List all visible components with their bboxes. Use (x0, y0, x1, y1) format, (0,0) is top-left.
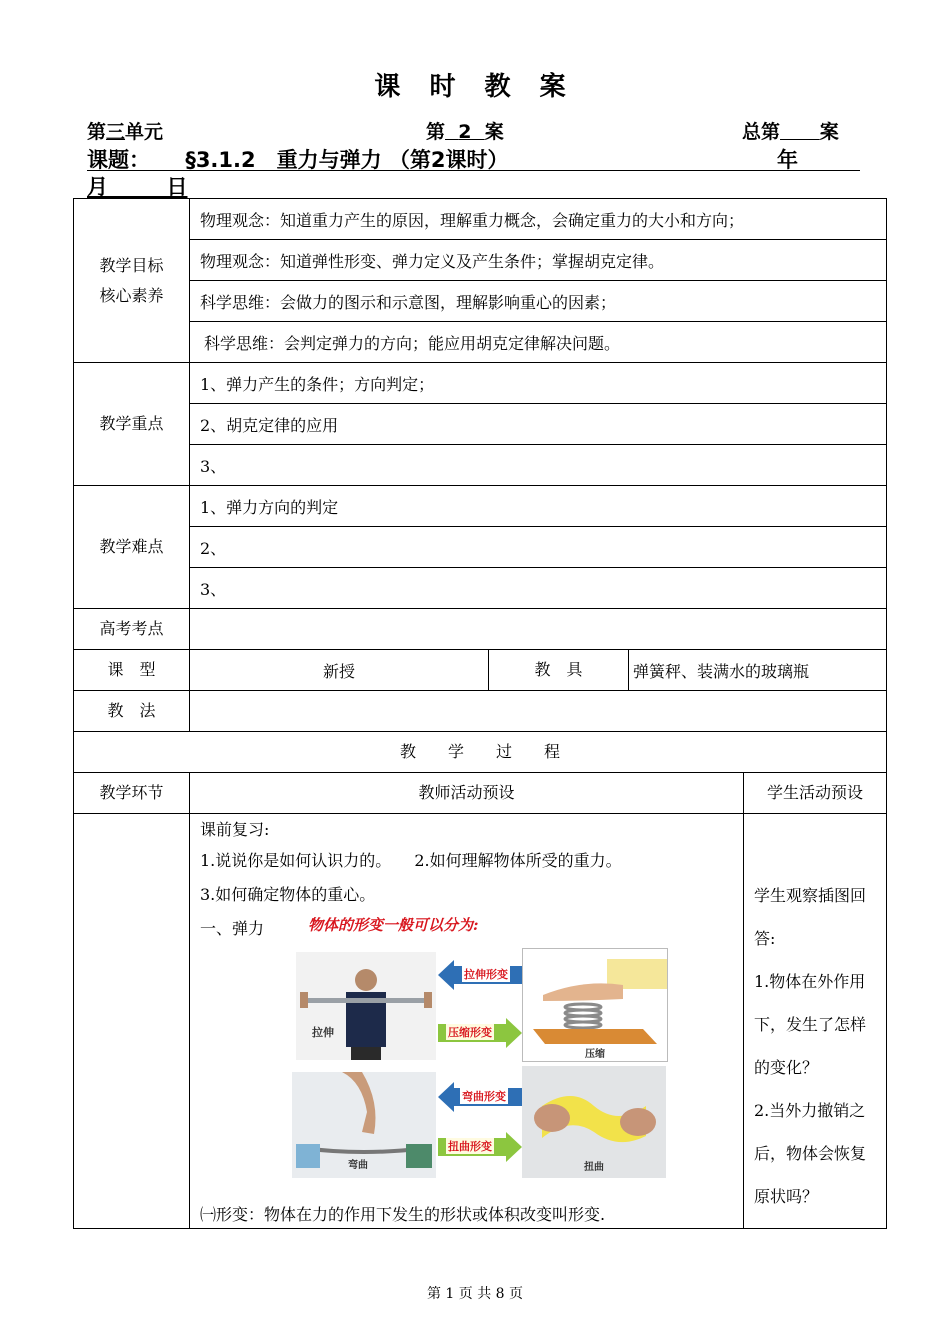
compress-tag: 压缩形变 (448, 1026, 492, 1039)
student-activity-header: 学生活动预设 (744, 773, 887, 814)
stretch-tag: 拉伸形变 (464, 968, 508, 981)
teaching-aids-value: 弹簧秤、装满水的玻璃瓶 (629, 650, 887, 691)
topic-month: 月 (87, 175, 108, 199)
student-activity-item: 1.物体在外作用下，发生了怎样的变化？ (754, 972, 867, 1077)
bend-tag: 弯曲形变 (462, 1090, 506, 1103)
topic-text: §3.1.2 重力与弹力 （第2课时） (185, 148, 509, 172)
exam-points-value (190, 609, 887, 650)
topic-date (87, 171, 188, 201)
difficult-point-item: 2、 (190, 527, 887, 568)
difficult-point-item: 3、 (190, 568, 887, 609)
student-activity-item: 2.当外力撤销之后，物体会恢复原状吗？ (754, 1101, 867, 1206)
lesson-type-label: 课 型 (74, 650, 190, 691)
case-label: 第 2 案 (426, 121, 504, 143)
difficult-point-item: 1、弹力方向的判定 (190, 486, 887, 527)
key-point-item: 2、胡克定律的应用 (190, 404, 887, 445)
objective-item: 科学思维：会判定弹力的方向；能应用胡克定律解决问题。 (190, 322, 887, 363)
document-title: 课 时 教 案 (374, 72, 576, 102)
key-point-item: 3、 (190, 445, 887, 486)
topic-year: 年 (777, 148, 798, 172)
page-footer: 第 1 页 共 8 页 (426, 1286, 524, 1302)
twist-tag: 扭曲形变 (448, 1140, 492, 1153)
review-question: 1.说说你是如何认识力的。 (200, 851, 392, 870)
key-points-label: 教学重点 (74, 363, 190, 486)
section-heading-row (200, 912, 733, 942)
deformation-definition: ㈠形变：物体在力的作用下发生的形状或体积改变叫形变. (200, 1205, 606, 1224)
exam-points-label: 高考考点 (74, 609, 190, 650)
objective-item: 物理观念：知道重力产生的原因，理解重力概念，会确定重力的大小和方向； (190, 199, 887, 240)
review-questions (200, 844, 733, 878)
figure-heading: 物体的形变一般可以分为: (308, 916, 479, 934)
teacher-activity-header: 教师活动预设 (190, 773, 744, 814)
method-value (190, 691, 887, 732)
compress-photo (522, 948, 668, 1062)
review-question: 2.如何理解物体所受的重力。 (414, 851, 622, 870)
student-activity-item: 学生观察插图回答: (754, 886, 867, 948)
objectives-label: 教学目标 核心素养 (74, 199, 190, 363)
stretch-caption: 拉伸 (312, 1026, 334, 1039)
unit-label: 第三单元 (87, 121, 164, 143)
topic-label: 课题： (87, 148, 150, 172)
method-label: 教 法 (74, 691, 190, 732)
case-number: 2 (458, 121, 472, 143)
bend-caption: 弯曲 (348, 1160, 368, 1171)
topic-line (87, 144, 860, 171)
objective-item: 科学思维：会做力的图示和示意图，理解影响重心的因素； (190, 281, 887, 322)
objective-item: 物理观念：知道弹性形变、弹力定义及产生条件；掌握胡克定律。 (190, 240, 887, 281)
bend-photo (292, 1072, 436, 1178)
twist-caption: 扭曲 (584, 1162, 604, 1173)
twist-photo (522, 1066, 666, 1178)
review-title: 课前复习: (200, 820, 270, 839)
topic-day: 日 (166, 175, 188, 199)
student-activity-cell (744, 814, 887, 1229)
key-point-item: 1、弹力产生的条件；方向判定； (190, 363, 887, 404)
difficult-points-label: 教学难点 (74, 486, 190, 609)
stage-cell (74, 814, 190, 1229)
total-case-label: 总第 案 (742, 121, 839, 143)
deformation-figure (296, 948, 676, 1198)
teaching-aids-label: 教 具 (489, 650, 629, 691)
stage-header: 教学环节 (74, 773, 190, 814)
compress-caption: 压缩 (585, 1049, 605, 1060)
lesson-type-value: 新授 (190, 650, 489, 691)
lesson-plan-table (73, 198, 887, 1229)
unit-number: 三 (106, 121, 126, 143)
review-question: 3.如何确定物体的重心。 (200, 885, 376, 904)
process-title: 教 学 过 程 (74, 732, 887, 773)
section-heading: 一、弹力 (200, 919, 265, 938)
teacher-activity-cell (190, 814, 744, 1229)
stretch-photo (296, 952, 436, 1060)
